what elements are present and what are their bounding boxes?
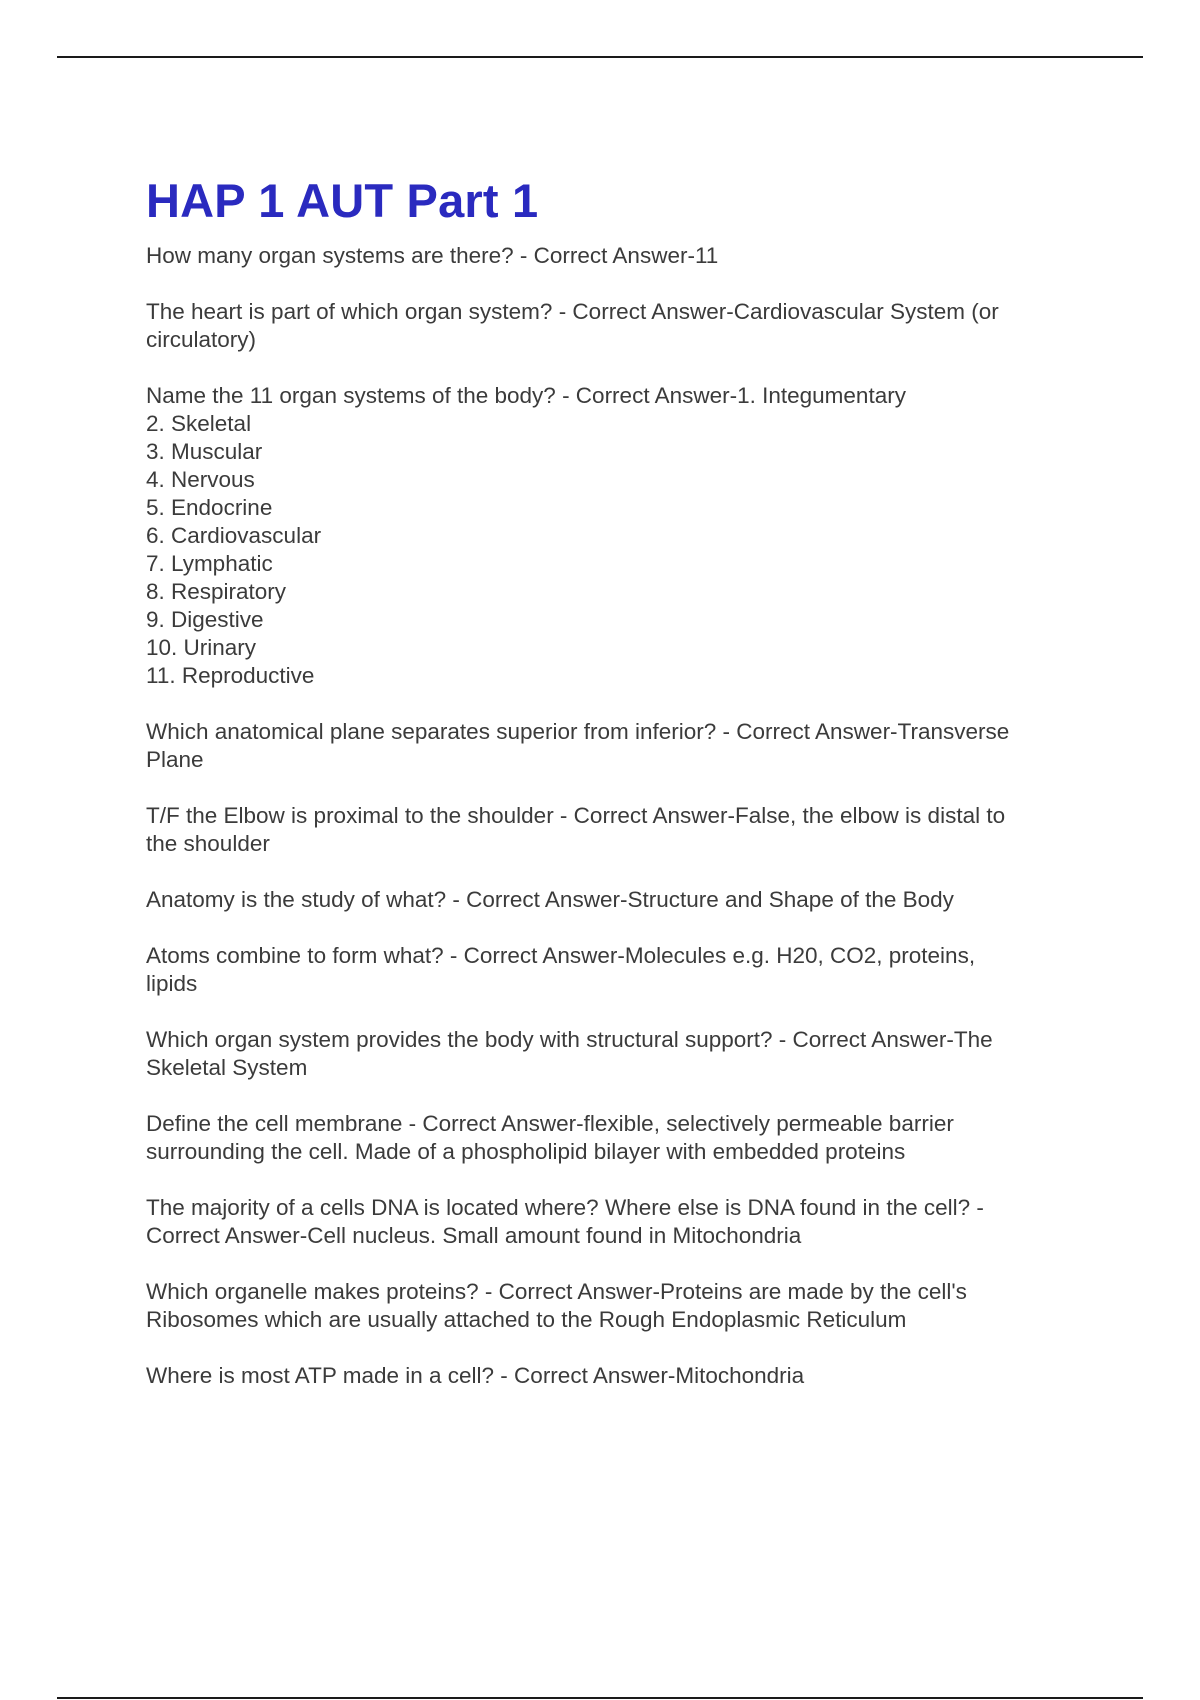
qa-entry-3: Name the 11 organ systems of the body? - Correct Answer-1. Integumentary 2. Skeletal 3. Muscular 4. Nervous 5. Endocrine 6. Cardiovascular 7. Lymphatic 8. Respiratory 9. Digestive 10. Urinary 11. Reproductive (146, 383, 906, 688)
qa-entry-6: Anatomy is the study of what? - Correct Answer-Structure and Shape of the Body (146, 887, 954, 912)
qa-entry-9: Define the cell membrane - Correct Answer-flexible, selectively permeable barrier surrounding the cell. Made of a phospholipid bilayer with embedded proteins (146, 1111, 954, 1164)
qa-entry-1: How many organ systems are there? - Correct Answer-11 (146, 243, 719, 268)
qa-list (146, 242, 1086, 1390)
qa-entry-11: Which organelle makes proteins? - Correct Answer-Proteins are made by the cell's Ribosomes which are usually attached to the Rough Endoplasmic Reticulum (146, 1279, 967, 1332)
document-title: HAP 1 AUT Part 1 (146, 174, 539, 227)
qa-entry-8: Which organ system provides the body with structural support? - Correct Answer-The Skeletal System (146, 1027, 993, 1080)
header-rule (57, 56, 1143, 58)
qa-entry-2: The heart is part of which organ system? - Correct Answer-Cardiovascular System (or circulatory) (146, 299, 999, 352)
qa-entry-4: Which anatomical plane separates superior from inferior? - Correct Answer-Transverse Plane (146, 719, 1010, 772)
qa-entry-10: The majority of a cells DNA is located where? Where else is DNA found in the cell? - Correct Answer-Cell nucleus. Small amount found in Mitochondria (146, 1195, 984, 1248)
qa-entry-7: Atoms combine to form what? - Correct Answer-Molecules e.g. H20, CO2, proteins, lipids (146, 943, 976, 996)
qa-entry-12: Where is most ATP made in a cell? - Correct Answer-Mitochondria (146, 1363, 805, 1388)
footer-rule (57, 1697, 1143, 1699)
document-body (146, 172, 1086, 1418)
qa-entry-5: T/F the Elbow is proximal to the shoulder - Correct Answer-False, the elbow is distal to the shoulder (146, 803, 1006, 856)
